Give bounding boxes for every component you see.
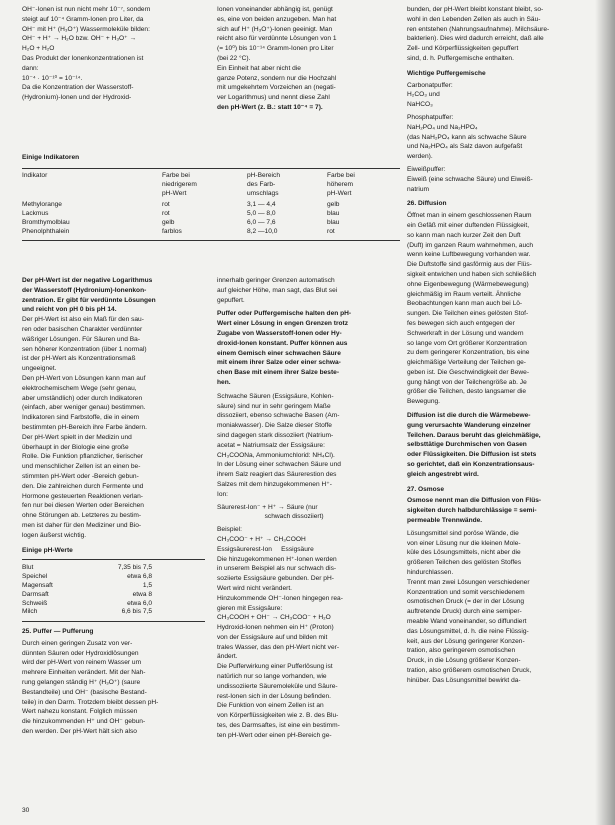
text-line: tes, des Darmsaftes, ist eine ein bestimm- bbox=[217, 722, 340, 730]
text-line: dissoziiert, ebenso schwache Basen (Am- bbox=[217, 412, 340, 420]
text-line: Schwache Säuren (Essigsäure, Kohlen- bbox=[217, 392, 334, 400]
text-line: elektrochemischem Wege (sehr genau, bbox=[22, 384, 137, 392]
text-line: das Lösungsmittel, d. h. die reine Flüssig- bbox=[407, 627, 529, 635]
text-line: Den pH-Wert von Lösungen kann man auf bbox=[22, 374, 146, 382]
text-line: bestimmten pH-Bereich ihre Farbe ändern. bbox=[22, 423, 147, 431]
definition-line: droxid-Ionen konstant. Puffer können aus bbox=[217, 339, 348, 347]
text-line: trales Wasser, das den pH-Wert nicht ver- bbox=[217, 643, 340, 651]
ph-row: Magensaft 1,5 bbox=[22, 581, 152, 589]
text-line: ganze Potenz, sondern nur die Hochzahl bbox=[217, 74, 337, 82]
text-line: natürlich nur so lange vorhanden, wie bbox=[217, 673, 327, 681]
text-line: größer die Teilchen, desto langsamer die bbox=[407, 388, 526, 396]
text-line: H₂CO₃ und bbox=[407, 91, 440, 99]
text-line: reicht also für verdünnte Lösungen von 1 bbox=[217, 35, 337, 43]
text-line: Das Produkt der Ionenkonzentrationen ist bbox=[22, 54, 144, 62]
text-line: aber umständlich) oder durch Indikatoren bbox=[22, 394, 143, 402]
table-header-cell: Farbe bei niedrigerem pH-Wert bbox=[162, 172, 197, 197]
equation-line: schwach dissoziiert) bbox=[217, 513, 324, 521]
column-a-top bbox=[22, 6, 205, 104]
table-header-row bbox=[22, 172, 400, 198]
text-line: logen äußerst wichtig. bbox=[22, 531, 87, 539]
text-line: Lösungsmittel sind poröse Wände, die bbox=[407, 529, 519, 537]
text-line: innerhalb geringer Grenzen automatisch bbox=[217, 277, 335, 284]
text-line: keit, aus der Lösung geringerer Konzen- bbox=[407, 637, 525, 645]
text-line: Die Duftstoffe sind gasförmig aus der Flüs- bbox=[407, 261, 532, 269]
text-line: soziierte Essigsäure gebunden. Der pH- bbox=[217, 575, 334, 583]
text-line: meable Wand voneinander, so diffundiert bbox=[407, 618, 527, 626]
text-line: Ionen voneinander abhängig ist, genügt bbox=[217, 6, 333, 13]
text-line: die hinzukommenden H⁺ und OH⁻ gebun- bbox=[22, 718, 146, 726]
text-line: gung hängt von der Teilchengröße ab. Je bbox=[407, 378, 527, 386]
table-row: Phenolphthalein farblos 8,2 —10,0 rot bbox=[22, 227, 335, 235]
text-line: gieren mit Essigsäure: bbox=[217, 604, 283, 612]
text-line: auftretende Druck) durch eine semiper- bbox=[407, 608, 522, 616]
text-line: fes bewegen sich auch entgegen der bbox=[407, 319, 515, 327]
text-line: In der Lösung einer schwachen Säure und bbox=[217, 461, 341, 469]
divider bbox=[22, 559, 205, 560]
text-line: Ein Einheit hat aber nicht die bbox=[217, 64, 301, 72]
text-line: (Hydronium)-Ionen und der Hydroxid- bbox=[22, 94, 132, 102]
text-line: Eiweißpuffer: bbox=[407, 165, 446, 173]
text-line: (das NaH₂PO₄ kann als schwache Säure bbox=[407, 133, 527, 141]
text-line: Eiweiß (eine schwache Säure) und Eiweiß- bbox=[407, 175, 533, 183]
text-line: den pH-Wert (z. B.: statt 10⁻⁴ = 7). bbox=[217, 103, 323, 111]
text-line: Hydroxid-Ionen nehmen ein H⁺ (Proton) bbox=[217, 624, 334, 632]
text-line: ren entstehen (Nahrungsaufnahme). Milchsäure- bbox=[407, 25, 550, 33]
ph-row: Milch 6,6 bis 7,5 bbox=[22, 608, 152, 616]
indicator-table-title: Einige Indikatoren bbox=[22, 154, 80, 161]
table-header-cell: pH-Bereich des Farb- umschlags bbox=[247, 172, 280, 197]
text-line: Konzentration und somit verschiedenem bbox=[407, 588, 525, 596]
text-line: werden). bbox=[407, 153, 433, 161]
text-line: den. Die zahlreichen durch Fermente und bbox=[22, 482, 144, 490]
text-line: tration, also größerem osmotischen Druck, bbox=[407, 667, 532, 674]
text-line: Öffnet man in einem geschlossenen Raum bbox=[407, 212, 532, 220]
text-line: wird der pH-Wert von reinem Wasser um bbox=[22, 659, 142, 667]
definition-line: chen Base mit einem ihrer Salze beste- bbox=[217, 369, 340, 377]
text-line: ren oder basischen Charakter verdünnter bbox=[22, 325, 143, 333]
text-line: ein Gefäß mit einer duftenden Flüssigkeit, bbox=[407, 221, 530, 229]
text-line: rung gelangen ständig H⁺ (H₃O⁺) (saure bbox=[22, 679, 141, 687]
text-line: Rolle. Die Funktion pflanzlicher, tierischer bbox=[22, 453, 143, 461]
table-row: Bromthymolblau gelb 6,0 — 7,6 blau bbox=[22, 218, 340, 226]
equation-line: Säurerest-Ion⁻ + H⁺ → Säure (nur bbox=[217, 503, 318, 511]
table-header-cell: Indikator bbox=[22, 172, 48, 179]
text-line: es, eine von beiden anzugeben. Man hat bbox=[217, 15, 337, 23]
text-line: ohne Eigenbewegung (Wärmebewegung) bbox=[407, 280, 529, 288]
text-line: säure) sind nur in sehr geringem Maße bbox=[217, 402, 331, 410]
text-line: Da die Konzentration der Wasserstoff- bbox=[22, 84, 134, 92]
definition-line: gleich angestrebt wird. bbox=[407, 470, 479, 478]
text-line: mit umgekehrtem Vorzeichen an (negati- bbox=[217, 84, 336, 92]
section-title: 27. Osmose bbox=[407, 485, 445, 493]
text-line: Die Pufferwirkung einer Pufferlösung ist bbox=[217, 663, 333, 671]
text-line: Druck, in die Lösung größerer Konzen- bbox=[407, 657, 521, 665]
column-a-lower bbox=[22, 277, 205, 738]
text-line: Beispiel: bbox=[217, 526, 242, 534]
text-line: osmotischen Druck (= der in der Lösung bbox=[407, 598, 525, 606]
text-line: bunden, der pH-Wert bleibt konstant bleibt, so- bbox=[407, 6, 544, 13]
text-line: Phosphatpuffer: bbox=[407, 113, 454, 121]
page-edge-shadow bbox=[595, 0, 615, 825]
text-line: Bewegung. bbox=[407, 398, 440, 406]
ph-values-title: Einige pH-Werte bbox=[22, 546, 73, 554]
text-line: mehrere Einheiten verändert. Mit der Nah- bbox=[22, 669, 146, 677]
text-line: sind, d. h. Puffergemische enthalten. bbox=[407, 54, 514, 62]
text-line: so lange vom Ort größerer Konzentration bbox=[407, 339, 527, 347]
text-line: Bestandteile) und OH⁻ (basische Bestand- bbox=[22, 688, 147, 696]
text-line: (Duft) im ganzen Raum wahrnehmen, auch bbox=[407, 241, 534, 249]
text-line: Trennt man zwei Lösungen verschiedener bbox=[407, 578, 530, 586]
text-line: Hinzukommende OH⁻-Ionen hingegen rea- bbox=[217, 594, 343, 602]
definition-line: Wert einer Lösung in engen Grenzen trotz bbox=[217, 320, 349, 328]
ph-row: Darmsaft etwa 8 bbox=[22, 590, 152, 598]
text-line: tration, also geringerem osmotischen bbox=[407, 647, 516, 655]
text-line: von einer Lösung nur die kleinen Mole- bbox=[407, 539, 521, 547]
column-b-top bbox=[217, 6, 400, 114]
text-line: von Körperflüssigkeiten wie z. B. des Blu- bbox=[217, 712, 339, 720]
text-line: rest-Ionen sich in der Lösung befinden. bbox=[217, 692, 331, 700]
section-title: Wichtige Puffergemische bbox=[407, 69, 486, 77]
text-line: Beobachtungen kann man auch bei Lö- bbox=[407, 300, 523, 308]
text-line: ändert. bbox=[217, 653, 238, 661]
text-line: geben ist. Die Geschwindigkeit der Bewe- bbox=[407, 368, 530, 376]
text-line: dann: bbox=[22, 64, 39, 72]
text-line: in unserem Beispiel als nur schwach dis- bbox=[217, 565, 337, 573]
definition-line: der Wasserstoff (Hydronium)-Ionenkon- bbox=[22, 286, 147, 294]
table-header-cell: Farbe bei höherem pH-Wert bbox=[327, 172, 355, 197]
text-line: natrium bbox=[407, 185, 429, 193]
text-line: Der pH-Wert ist also ein Maß für den sau- bbox=[22, 316, 144, 324]
text-line: Der pH-Wert spielt in der Medizin und bbox=[22, 433, 132, 441]
text-line: fen nur bei diesen Werten oder Bereichen bbox=[22, 502, 144, 510]
text-line: und menschlicher Zellen ist an einen be- bbox=[22, 463, 141, 471]
text-line: ten pH-Wert oder einen pH-Bereich ge- bbox=[217, 731, 332, 739]
equation-line: CH₃COOH + OH⁻ → CH₃COO⁻ + H₂O bbox=[217, 614, 331, 622]
text-line: men ist daher für den Mediziner und Bio- bbox=[22, 521, 142, 529]
text-line: Die hinzugekommenen H⁺-Ionen werden bbox=[217, 555, 337, 563]
text-line: küle des Lösungsmittels, nicht aber die bbox=[407, 549, 521, 557]
text-line: (bei 22 °C). bbox=[217, 54, 251, 62]
table-row: Lackmus rot 5,0 — 8,0 blau bbox=[22, 210, 340, 218]
ph-row: Blut 7,35 bis 7,5 bbox=[22, 564, 152, 572]
text-line: Durch einen geringen Zusatz von ver- bbox=[22, 639, 133, 647]
text-line: ohne Störungen ab. Letzteres zu bestim- bbox=[22, 512, 142, 520]
equation-line: OH⁻ + H⁺ → H₂O bzw. OH⁻ + H₃O⁺ → bbox=[22, 35, 137, 43]
text-line: größeren Teilchen des gelösten Stoffes bbox=[407, 559, 522, 567]
equation-line: Essigsäurerest-Ion Essigsäure bbox=[217, 545, 314, 553]
indicator-table bbox=[22, 168, 400, 241]
text-line: Die Funktion von einem Zellen ist an bbox=[217, 702, 324, 710]
text-line: von der Essigsäure auf und bilden mit bbox=[217, 633, 328, 641]
section-title: 25. Puffer — Pufferung bbox=[22, 628, 94, 636]
text-line: acetat = Natriumsalz der Essigsäure: bbox=[217, 441, 325, 449]
equation-line: H₂O + H₂O bbox=[22, 45, 55, 53]
column-c bbox=[407, 6, 597, 687]
text-line: Schwerkraft in der Lösung und wandern bbox=[407, 329, 524, 337]
text-line: und Na₂HPO₄ als Salz davon aufgefaßt bbox=[407, 143, 523, 151]
definition-line: und reicht von pH 0 bis pH 14. bbox=[22, 306, 117, 314]
text-line: ihrem Salz reagiert das Säurerestion des bbox=[217, 471, 337, 479]
text-line: NaHCO₃ bbox=[407, 101, 433, 109]
text-line: gleichmäßig im Raum verteilt. Ähnliche bbox=[407, 290, 521, 298]
definition-line: permeable Trennwände. bbox=[407, 517, 483, 525]
text-line: moniakwasser). Die Salze dieser Stoffe bbox=[217, 422, 332, 430]
definition-line: mit einem ihrer Salze oder einer schwa- bbox=[217, 359, 341, 367]
definition-line: Osmose nennt man die Diffusion von Flüs- bbox=[407, 497, 542, 505]
text-line: Ion: bbox=[217, 490, 228, 498]
ph-row: Schweiß etwa 6,0 bbox=[22, 599, 152, 607]
text-line: wohl in den Lebenden Zellen als auch in Säu- bbox=[407, 15, 541, 23]
definition-line: hen. bbox=[217, 378, 231, 386]
definition-line: Diffusion ist die durch die Wärmebewe- bbox=[407, 412, 531, 420]
page-number: 30 bbox=[22, 807, 30, 814]
text-line: CH₃COONa, Ammoniumchlorid: NH₄Cl). bbox=[217, 451, 335, 459]
text-line: wäßriger Lösungen. Für Säuren und Ba- bbox=[22, 335, 141, 343]
ph-row: Speichel etwa 6,8 bbox=[22, 573, 152, 581]
text-line: ist der pH-Wert als Konzentrationsmaß bbox=[22, 355, 136, 363]
text-line: OH⁻-Ionen ist nun nicht mehr 10⁻⁷, sondern bbox=[22, 6, 151, 13]
definition-line: zentration. Er gibt für verdünnte Lösungen bbox=[22, 296, 156, 304]
text-line: Carbonatpuffer: bbox=[407, 81, 453, 89]
text-line: Wert nahezu konstant. Folglich müssen bbox=[22, 708, 138, 716]
equation-line: CH₃COO⁻ + H⁺ → CH₃COOH bbox=[217, 535, 306, 543]
definition-line: Puffer oder Puffergemische halten den pH- bbox=[217, 310, 352, 318]
text-line: steigt auf 10⁻⁴ Gramm-Ionen pro Liter, da bbox=[22, 15, 144, 23]
text-line: OH⁻ mit H⁺ (H₃O⁺) Wassermoleküle bilden: bbox=[22, 25, 150, 33]
text-line: NaH₂PO₄ und Na₂HPO₄ bbox=[407, 123, 478, 131]
text-line: sich auf H⁺ (H₃O⁺)-Ionen geeinigt. Man bbox=[217, 25, 333, 33]
text-line: Zell- und Körperflüssigkeiten gepuffert bbox=[407, 45, 519, 53]
definition-line: so gerichtet, daß ein Konzentrationsaus- bbox=[407, 461, 535, 469]
text-line: so kann man nach kurzer Zeit den Duft bbox=[407, 231, 521, 239]
text-line: ungeeignet. bbox=[22, 365, 57, 373]
text-line: hindurchlassen. bbox=[407, 569, 454, 577]
table-row: Methylorange rot 3,1 — 4,4 gelb bbox=[22, 201, 340, 209]
definition-line: oder Flüssigkeiten. Die Diffusion ist stets bbox=[407, 451, 537, 459]
text-line: den werden. Der pH-Wert hält sich also bbox=[22, 728, 137, 736]
text-line: bakterien). Dies wird dadurch erreicht, daß alle bbox=[407, 35, 544, 43]
text-line: überhaupt in der Biologie eine große bbox=[22, 443, 129, 451]
divider bbox=[22, 621, 205, 622]
text-line: Indikatoren sind Farbstoffe, die in einem bbox=[22, 414, 140, 422]
definition-line: einem Gemisch einer schwachen Säure bbox=[217, 349, 341, 357]
text-line: teile) in den Darm. Trotzdem bleibt dessen pH- bbox=[22, 698, 159, 706]
definition-line: sigkeiten durch halbdurchlässige = semi- bbox=[407, 507, 537, 515]
text-line: sungen. Die Teilchen eines gelösten Stof- bbox=[407, 310, 529, 318]
text-line: sigkeit entwichen und haben sich schließlich bbox=[407, 270, 537, 278]
text-line: Wert wird nicht verändert. bbox=[217, 584, 293, 592]
definition-line: Teilchen. Daraus beruht das gleichmäßige, bbox=[407, 431, 541, 439]
text-line: hinüber. Das Lösungsmittel bewirkt da- bbox=[407, 676, 521, 684]
text-line: Salzes mit dem hinzugekommenen H⁺- bbox=[217, 480, 332, 488]
text-line: undissoziierte Säuremoleküle und Säure- bbox=[217, 682, 338, 690]
equation-line: 10⁻⁴ · 10⁻¹⁰ = 10⁻¹⁴. bbox=[22, 74, 83, 82]
text-line: stimmten pH-Wert oder -Bereich gebun- bbox=[22, 472, 139, 480]
definition-line: Zugabe von Wasserstoff-Ionen oder Hy- bbox=[217, 329, 342, 337]
definition-line: selbsttätige Durchmischen von Gasen bbox=[407, 441, 527, 449]
column-b-lower bbox=[217, 277, 400, 742]
text-line: wenn keine Luftbewegung vorhanden war. bbox=[407, 251, 531, 259]
text-line: gepuffert. bbox=[217, 296, 245, 304]
definition-line: gung verursachte Wanderung einzelner bbox=[407, 421, 531, 429]
text-line: Hormone gesteuerten Reaktionen verlan- bbox=[22, 492, 143, 500]
text-line: gleichmäßige Verteilung der Teilchen ge- bbox=[407, 359, 527, 367]
text-line: zu dem geringerer Konzentration, bis eine bbox=[407, 349, 530, 357]
section-title: 26. Diffusion bbox=[407, 200, 447, 208]
text-line: auf gleicher Höhe, man sagt, das Blut sei bbox=[217, 286, 338, 294]
definition-line: Der pH-Wert ist der negative Logarithmus bbox=[22, 277, 153, 284]
text-line: ver Logarithmus) und nennt diese Zahl bbox=[217, 94, 330, 102]
text-line: (einfach, aber weniger genau) bestimmen. bbox=[22, 404, 146, 412]
text-line: sind dagegen stark dissoziiert (Natrium- bbox=[217, 431, 334, 439]
text-line: dünnten Säuren oder Hydroxidlösungen bbox=[22, 649, 139, 657]
text-line: sen höherer Konzentration (über 1 normal) bbox=[22, 345, 147, 353]
text-line: (= 10⁰) bis 10⁻¹⁴ Gramm-Ionen pro Liter bbox=[217, 45, 334, 53]
